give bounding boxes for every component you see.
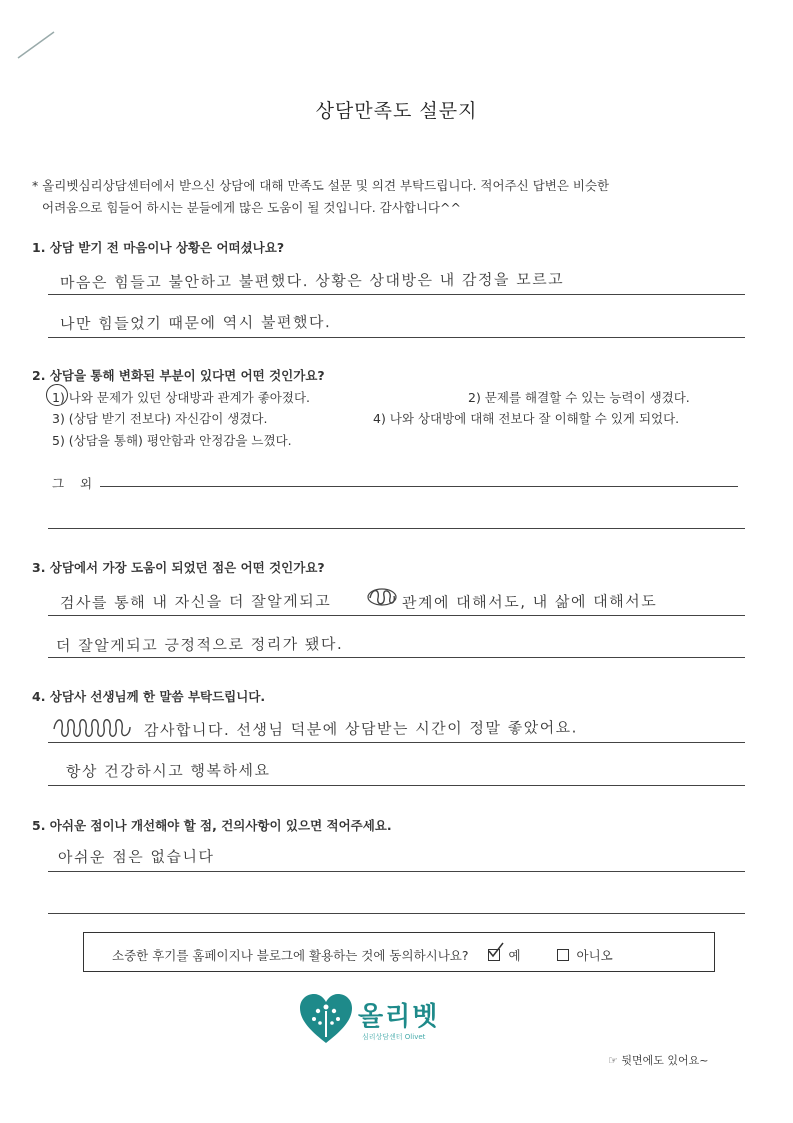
option-4: 4) 나와 상대방에 대해 전보다 잘 이해할 수 있게 되었다. <box>373 411 680 426</box>
intro-text <box>32 175 752 219</box>
answer-line <box>48 785 745 786</box>
intro-line-1: * 올리벳심리상담센터에서 받으신 상담에 대해 만족도 설문 및 의견 부탁드립니다. 적어주신 답변은 비슷한 <box>32 178 610 193</box>
question-4: 4. 상담사 선생님께 한 말씀 부탁드립니다. <box>32 689 266 704</box>
answer-line <box>48 742 745 743</box>
answer-1-line-2: 나만 힘들었기 때문에 역시 불편했다. <box>59 313 332 333</box>
no-label: 아니오 <box>576 948 613 963</box>
yes-checkbox[interactable] <box>488 948 500 963</box>
answer-1-line-1: 마음은 힘들고 불안하고 불편했다. 상황은 상대방은 내 감정을 모르고 <box>59 270 565 292</box>
answer-line <box>48 294 745 295</box>
option-3: 3) (상담 받기 전보다) 자신감이 생겼다. <box>52 411 268 426</box>
yes-label: 예 <box>508 948 521 963</box>
question-3: 3. 상담에서 가장 도움이 되었던 점은 어떤 것인가요? <box>32 560 325 575</box>
answer-line <box>48 657 745 658</box>
answer-4-line-2: 항상 건강하시고 행복하세요 <box>65 761 271 781</box>
answer-line <box>48 528 745 529</box>
page-title: 상담만족도 설문지 <box>315 100 478 122</box>
answer-3-line-1b: 관계에 대해서도, 내 삶에 대해서도 <box>401 592 658 612</box>
checkmark-icon <box>487 942 505 960</box>
scribble-mark <box>48 715 138 743</box>
answer-3-line-1a: 검사를 통해 내 자신을 더 잘알게되고 <box>59 592 332 612</box>
intro-line-2: 어려움으로 힘들어 하시는 분들에게 많은 도움이 될 것입니다. 감사합니다^^ <box>42 200 461 215</box>
footer-note: ☞ 뒷면에도 있어요~ <box>608 1054 709 1067</box>
answer-line <box>48 337 745 338</box>
heart-tree-logo-icon <box>298 993 354 1045</box>
answer-5: 아쉬운 점은 없습니다 <box>57 847 215 867</box>
answer-line <box>48 913 745 914</box>
question-5: 5. 아쉬운 점이나 개선해야 할 점, 건의사항이 있으면 적어주세요. <box>32 818 392 833</box>
question-2: 2. 상담을 통해 변화된 부분이 있다면 어떤 것인가요? <box>32 368 325 383</box>
answer-4-line-1: 감사합니다. 선생님 덕분에 상담받는 시간이 정말 좋았어요. <box>143 718 578 740</box>
no-checkbox[interactable] <box>557 949 569 961</box>
logo-subtitle: 심리상담센터 Olivet <box>362 1033 426 1041</box>
consent-question: 소중한 후기를 홈페이지나 블로그에 활용하는 것에 동의하시나요? <box>112 948 469 963</box>
scribble-mark <box>366 586 398 608</box>
staple-mark <box>14 28 60 64</box>
other-label: 그 외 <box>52 476 99 491</box>
answer-3-line-2: 더 잘알게되고 긍정적으로 정리가 됐다. <box>55 634 344 656</box>
answer-line <box>48 871 745 872</box>
option-1: 1) 나와 문제가 있던 상대방과 관계가 좋아졌다. <box>52 390 310 405</box>
consent-row <box>112 946 613 964</box>
option-5: 5) (상담을 통해) 평안함과 안정감을 느꼈다. <box>52 433 292 448</box>
logo-name: 올리벳 <box>358 1002 440 1032</box>
option-2: 2) 문제를 해결할 수 있는 능력이 생겼다. <box>468 390 690 405</box>
answer-line <box>48 615 745 616</box>
answer-line <box>100 486 738 487</box>
question-1: 1. 상담 받기 전 마음이나 상황은 어떠셨나요? <box>32 240 285 255</box>
